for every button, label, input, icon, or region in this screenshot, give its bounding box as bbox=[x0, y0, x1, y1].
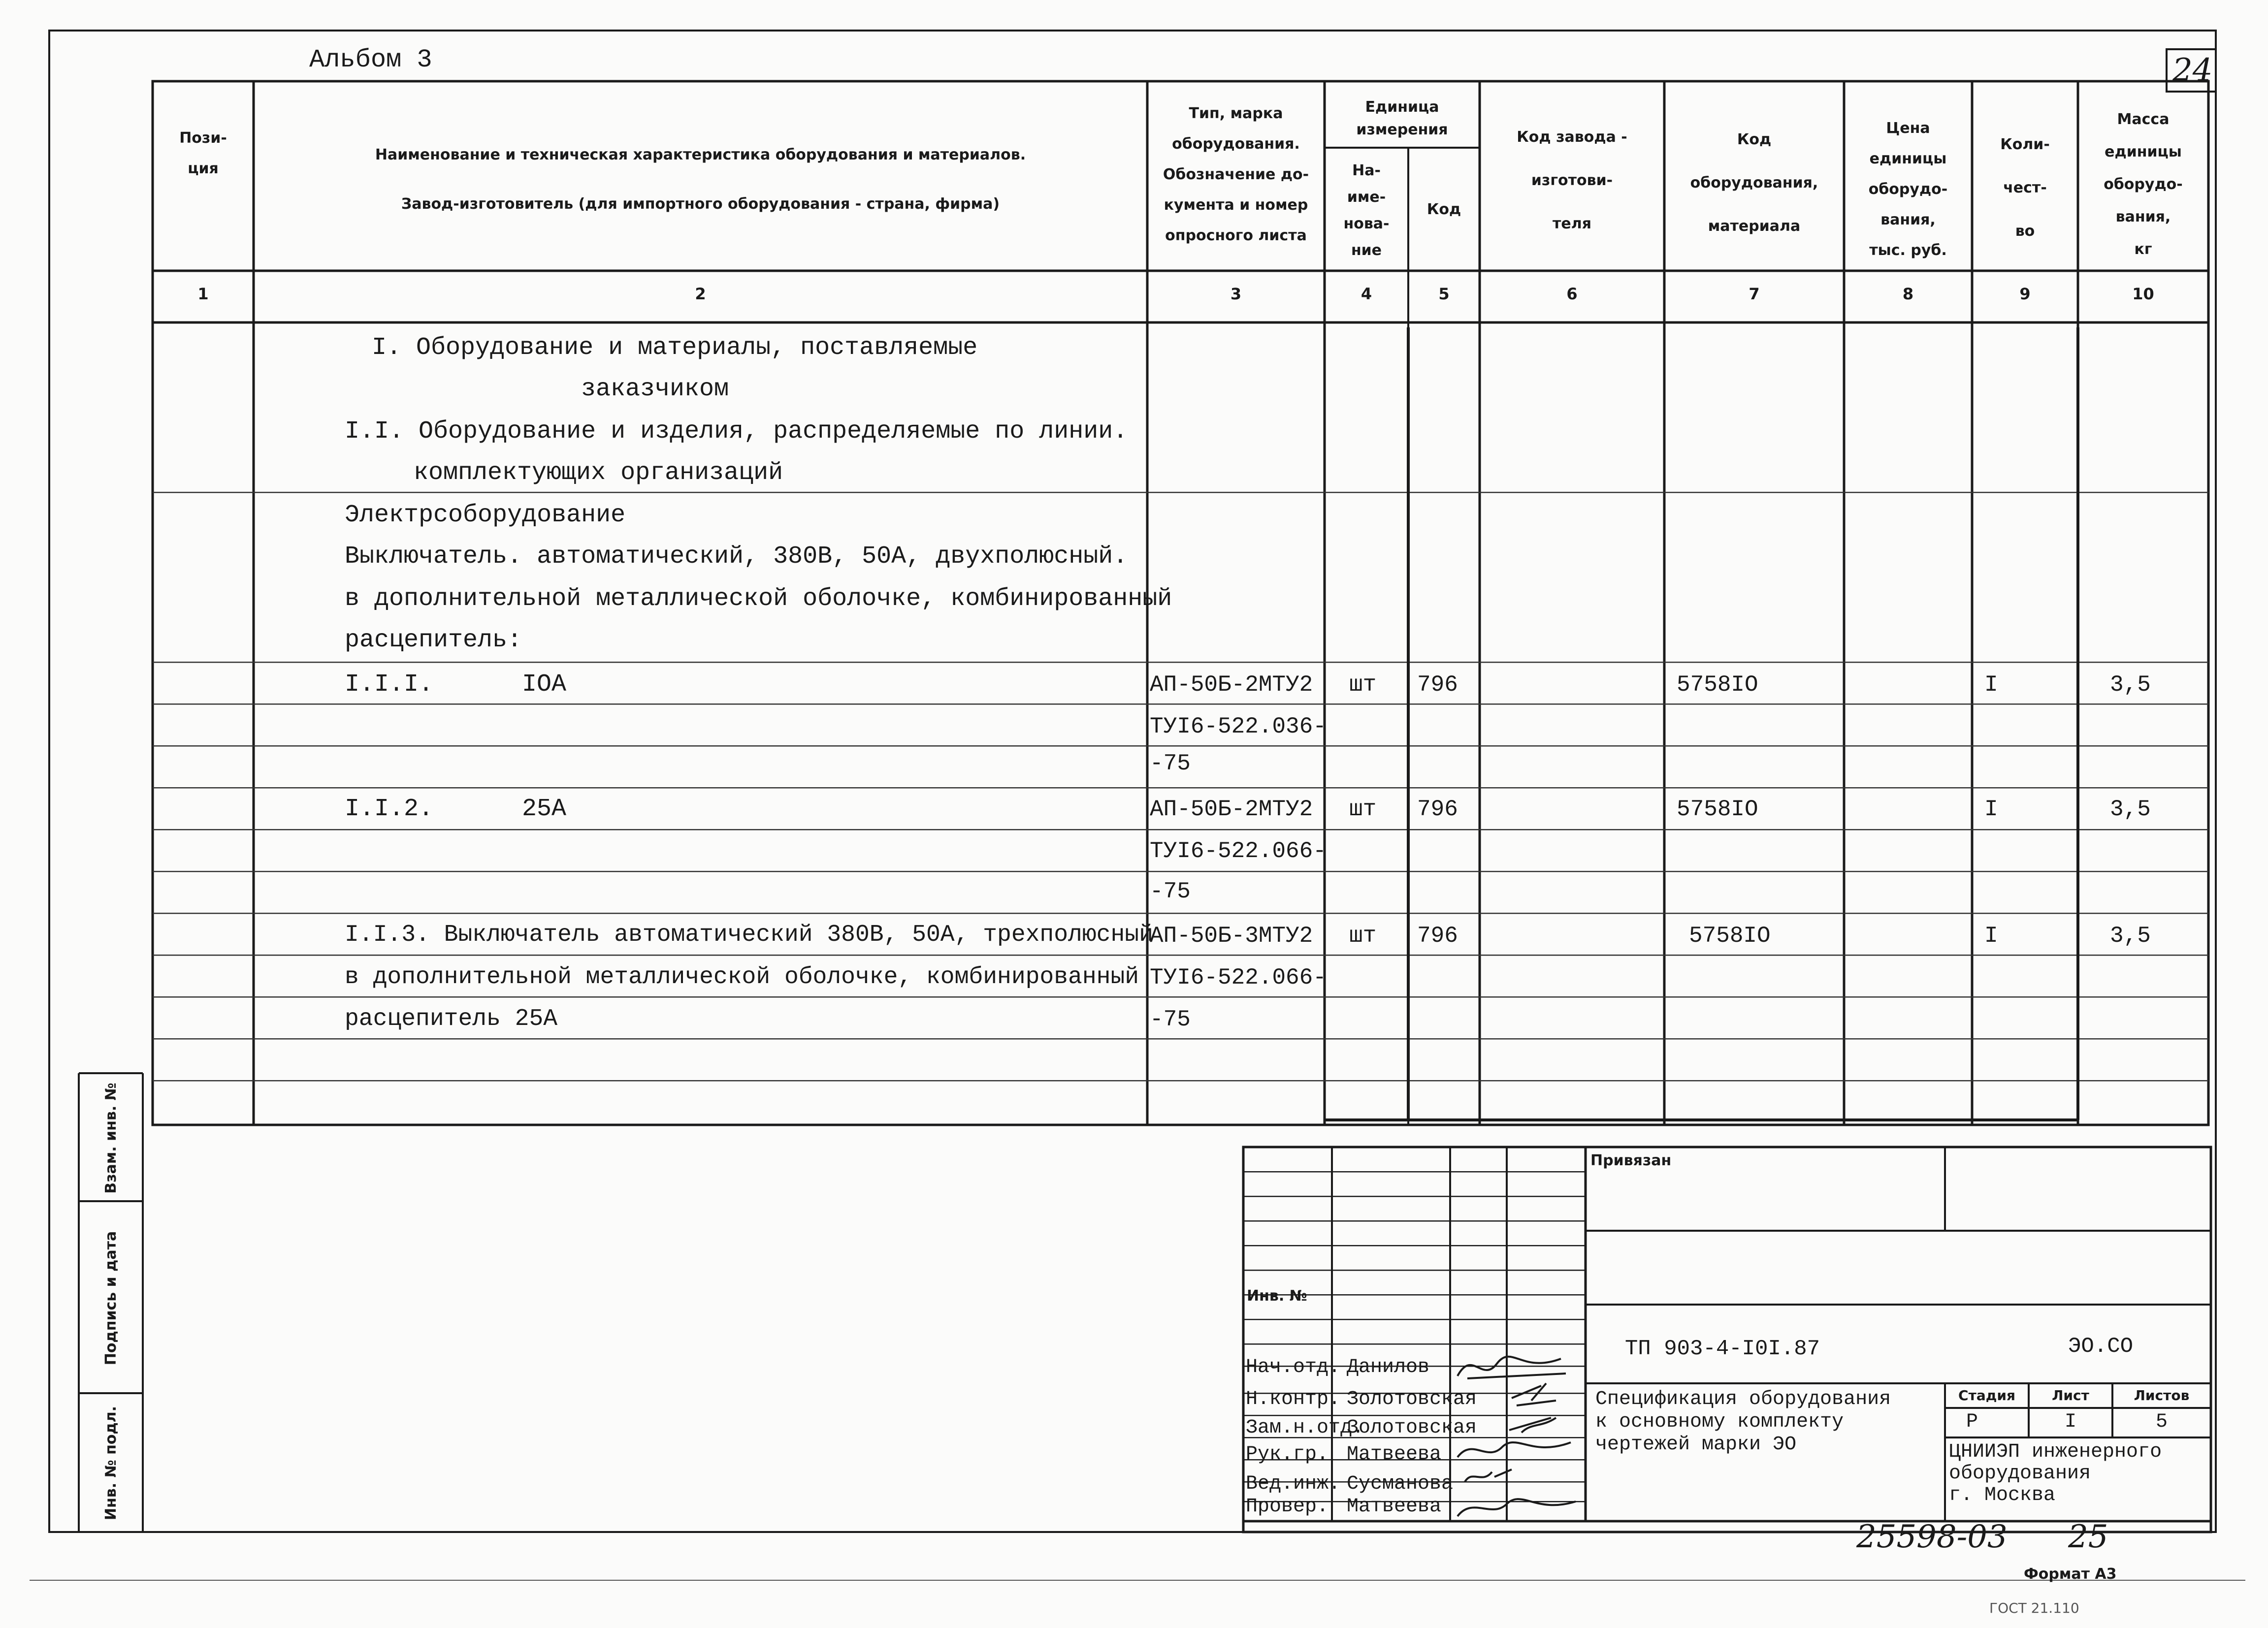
item-description: расцепитель: bbox=[345, 626, 522, 654]
group-heading: Электрсоборудование bbox=[345, 501, 626, 529]
item-description: в дополнительной металлической оболочке, комбинированный bbox=[345, 964, 1139, 990]
column-number: 3 bbox=[1230, 285, 1242, 303]
signature-role: Вед.инж. bbox=[1246, 1473, 1341, 1495]
attached-label: Привязан bbox=[1590, 1152, 1672, 1169]
item-type: АП-50Б-2МТУ2 bbox=[1150, 672, 1313, 698]
sheet-value: I bbox=[2064, 1411, 2076, 1433]
column-number: 2 bbox=[695, 285, 706, 303]
item-type: -75 bbox=[1150, 879, 1191, 904]
item-position: I.I.I. bbox=[345, 670, 434, 699]
signature-name: Сусманова bbox=[1347, 1473, 1454, 1495]
item-unit: шт bbox=[1349, 923, 1377, 949]
item-quantity: I bbox=[1984, 672, 1998, 698]
item-unit: шт bbox=[1349, 797, 1377, 822]
gost-label: ГОСТ 21.110 bbox=[1989, 1600, 2079, 1616]
signature-name: Матвеева bbox=[1347, 1443, 1442, 1466]
column-number: 9 bbox=[2019, 285, 2031, 303]
organization-name: ЦНИИЭП инженерного оборудования г. Москва bbox=[1949, 1441, 2162, 1506]
stage-header: Стадия bbox=[1958, 1387, 2015, 1404]
signature-name: Золотовская bbox=[1347, 1417, 1477, 1439]
item-description: I.I.3. Выключатель автоматический 380В, 50А, трехполюсный bbox=[345, 922, 1153, 948]
signature-role: Зам.н.отд. bbox=[1246, 1417, 1364, 1439]
item-type: АП-50Б-2МТУ2 bbox=[1150, 797, 1313, 822]
item-mass: 3,5 bbox=[2110, 797, 2151, 822]
item-type: ТУI6-522.036- bbox=[1150, 714, 1327, 739]
signature-role: Рук.гр. bbox=[1246, 1443, 1329, 1466]
signature-name: Данилов bbox=[1347, 1356, 1430, 1378]
header-col-factory-code: Код завода - изготови- теля bbox=[1517, 128, 1627, 232]
item-quantity: I bbox=[1984, 923, 1998, 949]
signature-name: Матвеева bbox=[1347, 1496, 1442, 1518]
header-col-name: Наименование и техническая характеристика оборудования и материалов. Завод-изготовитель (для импортного оборудования - страна, фирма) bbox=[375, 146, 1026, 213]
item-type: -75 bbox=[1150, 751, 1191, 776]
drawing-mark: ЭО.СО bbox=[2068, 1334, 2134, 1359]
column-number: 1 bbox=[197, 285, 209, 303]
item-type: АП-50Б-3МТУ2 bbox=[1150, 923, 1313, 949]
column-number: 7 bbox=[1749, 285, 1760, 303]
format-label: Формат А3 bbox=[2024, 1565, 2117, 1583]
album-label: Альбом 3 bbox=[309, 45, 432, 74]
item-rating: IOA bbox=[522, 670, 567, 699]
column-number: 4 bbox=[1361, 285, 1372, 303]
item-unit-code: 796 bbox=[1417, 923, 1458, 949]
item-quantity: I bbox=[1984, 797, 1998, 822]
header-col-unit-code: Код bbox=[1426, 201, 1461, 218]
subsection-heading: комплектующих организаций bbox=[414, 459, 783, 487]
item-type: ТУI6-522.066- bbox=[1150, 838, 1327, 864]
signature-role: Провер. bbox=[1246, 1496, 1329, 1518]
signature-role: Н.контр. bbox=[1246, 1388, 1341, 1410]
item-material-code: 5758IO bbox=[1677, 672, 1758, 698]
item-type: -75 bbox=[1150, 1007, 1191, 1032]
header-col-mass: Масса единицы оборудо- вания, кг bbox=[2104, 111, 2183, 258]
header-group-unit: Единица измерения bbox=[1356, 98, 1448, 138]
item-unit-code: 796 bbox=[1417, 672, 1458, 698]
document-title: Спецификация оборудования к основному комплекту чертежей марки ЭО bbox=[1595, 1388, 1891, 1456]
sheets-header: Листов bbox=[2134, 1387, 2190, 1404]
page-number: 25 bbox=[2068, 1519, 2108, 1555]
header-col-position: Пози- ция bbox=[179, 129, 227, 177]
column-number: 6 bbox=[1566, 285, 1578, 303]
archive-number: 25598-03 bbox=[1856, 1519, 2008, 1555]
sheet-corner-number: 24 bbox=[2172, 52, 2213, 89]
item-mass: 3,5 bbox=[2110, 923, 2151, 949]
document-code: ТП 903-4-I0I.87 bbox=[1625, 1337, 1820, 1361]
header-col-type: Тип, марка оборудования. Обозначение до- кумента и номер опросного листа bbox=[1163, 105, 1309, 244]
item-unit-code: 796 bbox=[1417, 797, 1458, 822]
subsection-heading: I.I. Оборудование и изделия, распределяемые по линии. bbox=[345, 417, 1128, 446]
signature-name: Золотовская bbox=[1347, 1388, 1477, 1410]
side-label-original-inventory: Инв. № подл. bbox=[102, 1405, 120, 1521]
header-col-quantity: Коли- чест- во bbox=[2000, 136, 2050, 240]
item-position: I.I.2. bbox=[345, 795, 434, 823]
sheets-value: 5 bbox=[2155, 1411, 2168, 1433]
stage-value: Р bbox=[1966, 1411, 1978, 1433]
item-unit: шт bbox=[1349, 672, 1377, 698]
column-number: 10 bbox=[2132, 285, 2154, 303]
column-number: 5 bbox=[1438, 285, 1450, 303]
item-rating: 25А bbox=[522, 795, 567, 823]
side-label-signature-date: Подпись и дата bbox=[102, 1231, 120, 1366]
inventory-label: Инв. № bbox=[1247, 1287, 1307, 1305]
item-description: Выключатель. автоматический, 380В, 50А, двухполюсный. bbox=[345, 543, 1128, 571]
item-description: в дополнительной металлической оболочке, комбинированный bbox=[345, 585, 1172, 613]
item-mass: 3,5 bbox=[2110, 672, 2151, 698]
header-col-price: Цена единицы оборудо- вания, тыс. руб. bbox=[1868, 120, 1948, 259]
item-type: ТУI6-522.066- bbox=[1150, 965, 1327, 990]
sheet-header: Лист bbox=[2052, 1387, 2089, 1404]
side-label-replacement-inventory: Взам. инв. № bbox=[102, 1083, 120, 1194]
item-material-code: 5758IO bbox=[1677, 797, 1758, 822]
item-material-code: 5758IO bbox=[1689, 923, 1771, 949]
signature-role: Нач.отд. bbox=[1246, 1356, 1341, 1378]
header-col-unit-name: На- име- нова- ние bbox=[1343, 162, 1390, 259]
column-number: 8 bbox=[1902, 285, 1914, 303]
section-heading: заказчиком bbox=[581, 375, 729, 403]
section-heading: I. Оборудование и материалы, поставляемые bbox=[372, 334, 978, 362]
item-description: расцепитель 25А bbox=[345, 1006, 558, 1032]
header-col-material-code: Код оборудования, материала bbox=[1690, 131, 1818, 235]
